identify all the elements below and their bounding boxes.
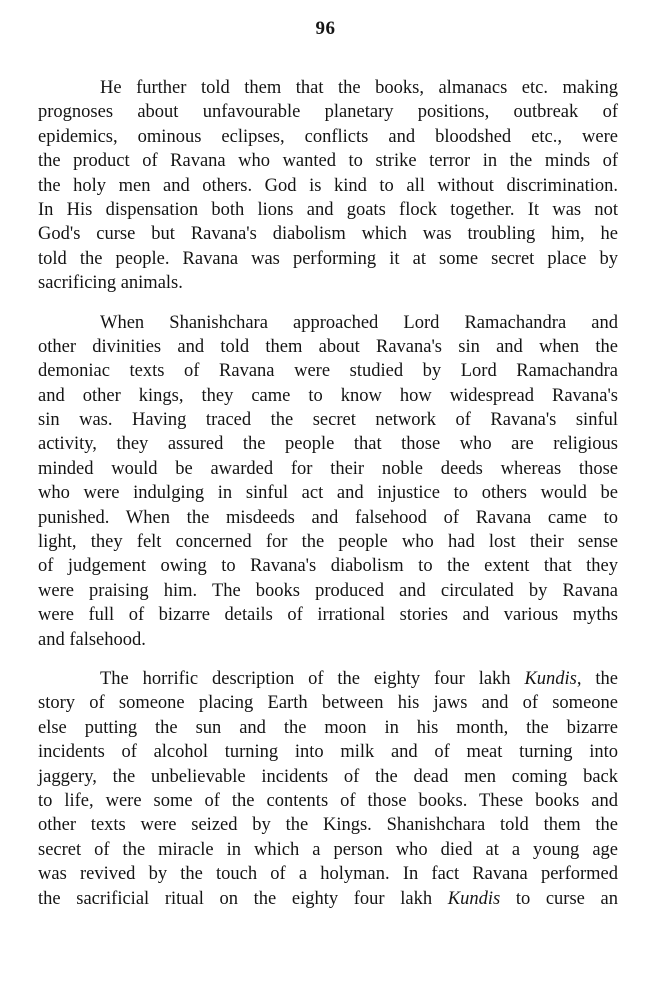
italic-term: Kundis <box>524 668 577 689</box>
text-line: and other kings, they came to know how widespread Ravana's <box>38 385 618 406</box>
text-line: sacrificing animals. <box>38 273 183 294</box>
paragraph-2 <box>38 311 618 652</box>
text-line: God's curse but Ravana's diabolism which was troubling him, he <box>38 224 618 245</box>
text-line: to life, were some of the contents of those books. These books and <box>38 790 618 811</box>
text-run: the sacrificial ritual on the eighty four lakh <box>38 888 448 909</box>
text-line: of judgement owing to Ravana's diabolism to the extent that they <box>38 556 618 577</box>
text-run: , the <box>576 668 618 689</box>
text-line: minded would be awarded for their noble deeds whereas those <box>38 458 618 479</box>
text-line: activity, they assured the people that those who are religious <box>38 434 618 455</box>
text-line: other divinities and told them about Ravana's sin and when the <box>38 336 618 357</box>
text-run: The horrific description of the eighty four lakh <box>100 668 525 689</box>
text-line: He further told them that the books, almanacs etc. making <box>100 78 618 98</box>
text-run: to curse an <box>500 888 618 909</box>
text-line: told the people. Ravana was performing it at some secret place by <box>38 248 618 269</box>
text-line: jaggery, the unbelievable incidents of the dead men coming back <box>38 766 618 787</box>
text-line: story of someone placing Earth between his jaws and of someone <box>38 693 618 714</box>
text-line: were praising him. The books produced and circulated by Ravana <box>38 580 618 601</box>
text-line: the holy men and others. God is kind to all without discrimination. <box>38 175 618 196</box>
text-line: In His dispensation both lions and goats flock together. It was not <box>38 199 618 220</box>
text-line: was revived by the touch of a holyman. In fact Ravana performed <box>38 864 618 885</box>
text-line: punished. When the misdeeds and falsehood of Ravana came to <box>38 507 618 528</box>
italic-term: Kundis <box>447 888 501 909</box>
text-line: sin was. Having traced the secret network of Ravana's sinful <box>38 410 618 431</box>
text-line: demoniac texts of Ravana were studied by Lord Ramachandra <box>38 361 618 382</box>
text-line <box>38 667 618 691</box>
text-line: and falsehood. <box>38 629 146 650</box>
page-number: 96 <box>315 18 336 39</box>
text-line: secret of the miracle in which a person who died at a young age <box>38 839 618 860</box>
text-line: When Shanishchara approached Lord Ramachandra and <box>100 312 618 333</box>
text-line: who were indulging in sinful act and injustice to others would be <box>38 483 618 504</box>
body-text <box>38 76 618 911</box>
text-line: prognoses about unfavourable planetary positions, outbreak of <box>38 102 618 123</box>
paragraph-3 <box>38 667 618 911</box>
text-line: incidents of alcohol turning into milk and of meat turning into <box>38 742 618 763</box>
text-line: were full of bizarre details of irrational stories and various myths <box>38 605 618 626</box>
text-line <box>38 887 618 911</box>
paragraph-1 <box>38 76 618 296</box>
text-line: epidemics, ominous eclipses, conflicts and bloodshed etc., were <box>38 126 618 147</box>
text-line: the product of Ravana who wanted to strike terror in the minds of <box>38 151 618 172</box>
text-line: light, they felt concerned for the people who had lost their sense <box>38 532 618 553</box>
text-line: other texts were seized by the Kings. Shanishchara told them the <box>38 815 618 836</box>
text-line: else putting the sun and the moon in his month, the bizarre <box>38 717 618 738</box>
